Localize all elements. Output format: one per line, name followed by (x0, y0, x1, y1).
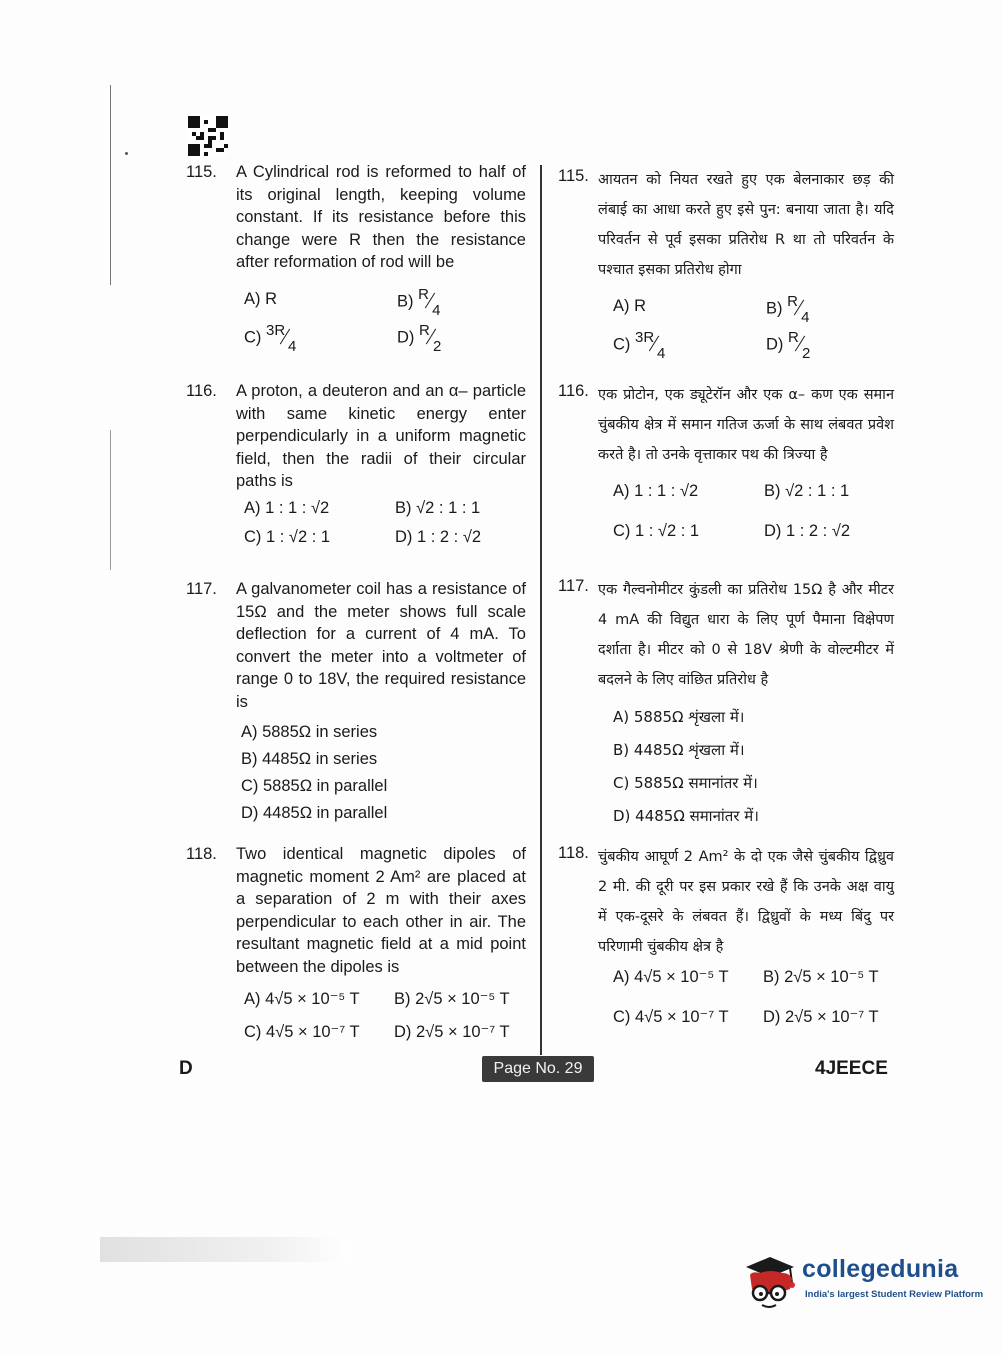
fraction (788, 329, 814, 362)
option-b (397, 285, 444, 319)
page-number: Page No. 29 (482, 1056, 594, 1082)
margin-line (110, 430, 111, 570)
mascot-icon (740, 1253, 800, 1311)
brand-tagline: India's largest Student Review Platform (805, 1289, 984, 1300)
option-c (244, 321, 302, 355)
option-label: D) (397, 327, 415, 346)
numerator: 3R (266, 321, 286, 339)
option-c: C) 5885Ω in parallel (241, 777, 388, 795)
option-c: C) 1 : √2 : 1 (613, 522, 700, 540)
scan-smudge (100, 1237, 350, 1262)
option-c (613, 329, 671, 362)
section-code: D (179, 1058, 193, 1079)
fraction (787, 293, 813, 326)
option-b: B) √2 : 1 : 1 (395, 498, 481, 517)
numerator: 3R (635, 329, 655, 346)
denominator: 2 (802, 345, 811, 362)
question-number: 117. (558, 577, 589, 595)
margin-line (110, 85, 111, 285)
question-118 (558, 842, 894, 1034)
question-number: 118. (558, 844, 589, 862)
question-text: A Cylindrical rod is reformed to half of its original length, keeping volume constant. If its resistance before this change were R then the resistance after reformation of rod will be (236, 163, 526, 271)
fraction (266, 321, 302, 355)
numerator: R (419, 321, 430, 339)
question-text: A proton, a deuteron and an α– particle with same kinetic energy enter perpendicularly in a uniform magnetic field, then the radii of their circular paths is (236, 382, 526, 490)
option-b: B) 2√5 × 10⁻⁵ T (394, 990, 510, 1008)
question-117 (558, 575, 894, 833)
option-a: A) R (613, 297, 646, 315)
collegedunia-logo[interactable] (740, 1253, 984, 1313)
question-text: आयतन को नियत रखते हुए एक बेलनाकार छड़ की लंबाई का आधा करते हुए इसे पुन: बनाया जाता है। यदि परिवर्तन से पूर्व इसका प्रतिरोध R था तो परिवर्तन के पश्चात इसका प्रतिरोध होगा (598, 172, 894, 278)
option-a: A) 1 : 1 : √2 (244, 498, 330, 517)
option-label: C) (244, 327, 262, 346)
question-number: 115. (558, 167, 589, 185)
numerator: R (787, 293, 798, 310)
options (613, 964, 894, 1034)
options (613, 291, 894, 361)
question-117 (186, 578, 526, 827)
option-label: D) (766, 335, 784, 354)
question-text: एक गैल्वनोमीटर कुंडली का प्रतिरोध 15Ω है और मीटर 4 mA की विद्युत धारा के लिए पूर्ण पैमाना विक्षेपण दर्शाता है। मीटर को 0 से 18V श्रेणी के वोल्टमीटर में बदलने के लिए वांछित प्रतिरोध है (598, 582, 894, 688)
qr-code-icon (188, 116, 228, 156)
paper-code: 4JEECE (815, 1058, 888, 1079)
brand-name: collegedunia (802, 1255, 959, 1283)
option-d: D) 1 : 2 : √2 (395, 527, 482, 546)
option-d: D) 1 : 2 : √2 (764, 522, 851, 540)
option-b: B) 4485Ω in series (241, 750, 378, 768)
question-text: Two identical magnetic dipoles of magnetic moment 2 Am² are placed at a separation of 2 m with their axes perpendicular to each other in air. The resultant magnetic field at a mid point between the dipoles is (236, 845, 526, 976)
question-number: 116. (558, 382, 589, 400)
option-d: D) 2√5 × 10⁻⁷ T (763, 1008, 879, 1026)
option-b (766, 293, 813, 326)
fraction (418, 285, 444, 319)
denominator: 2 (433, 337, 442, 355)
column-divider (540, 165, 542, 1055)
numerator: R (788, 329, 799, 346)
denominator: 4 (288, 337, 297, 355)
fraction (635, 329, 671, 362)
option-c: C) 4√5 × 10⁻⁷ T (613, 1008, 729, 1026)
option-a: A) 5885Ω in series (241, 723, 378, 741)
question-text: एक प्रोटोन, एक ड्यूटेरॉन और एक α– कण एक समान चुंबकीय क्षेत्र में समान गतिज ऊर्जा के साथ लंबवत प्रवेश करते है। तो उनके वृत्ताकार पथ की त्रिज्या है (598, 387, 894, 463)
option-b: B) 4485Ω शृंखला में। (613, 741, 745, 759)
question-number: 118. (186, 845, 217, 863)
question-number: 115. (186, 163, 217, 181)
option-label: B) (766, 299, 783, 318)
option-label: C) (613, 335, 631, 354)
option-a: A) 4√5 × 10⁻⁵ T (613, 968, 729, 986)
option-c: C) 5885Ω समानांतर में। (613, 774, 758, 792)
question-116 (186, 380, 526, 557)
denominator: 4 (657, 345, 666, 362)
option-label: B) (397, 291, 414, 310)
option-a: A) R (244, 289, 277, 308)
option-c: C) 4√5 × 10⁻⁷ T (244, 1023, 360, 1041)
question-number: 117. (186, 580, 217, 598)
option-b: B) 2√5 × 10⁻⁵ T (763, 968, 879, 986)
option-d (766, 329, 814, 362)
question-text: A galvanometer coil has a resistance of 15Ω and the meter shows full scale deflection for a current of 4 mA. To convert the meter into a voltmeter of range 0 to 18V, the required resistance is (236, 580, 526, 711)
numerator: R (418, 285, 429, 303)
options (613, 701, 894, 833)
options (244, 984, 526, 1054)
option-d: D) 4485Ω समानांतर में। (613, 807, 759, 825)
option-a: A) 5885Ω शृंखला में। (613, 708, 745, 726)
option-a: A) 1 : 1 : √2 (613, 482, 699, 500)
option-d: D) 2√5 × 10⁻⁷ T (394, 1023, 510, 1041)
options (613, 476, 894, 546)
options (244, 497, 526, 557)
question-text: चुंबकीय आघूर्ण 2 Am² के दो एक जैसे चुंबकीय द्विध्रुव 2 मी. की दूरी पर इस प्रकार रखे हैं कि उनके अक्ष वायु में एक-दूसरे के लंबवत हैं। द्विध्रुवों के मध्य बिंदु पर परिणामी चुंबकीय क्षेत्र है (598, 849, 894, 955)
option-d: D) 4485Ω in parallel (241, 804, 388, 822)
question-number: 116. (186, 382, 217, 400)
options (241, 719, 526, 827)
denominator: 4 (432, 301, 441, 319)
question-118 (186, 843, 526, 1054)
scan-dot (125, 152, 128, 155)
options (244, 284, 526, 354)
option-a: A) 4√5 × 10⁻⁵ T (244, 990, 360, 1008)
question-115 (186, 161, 526, 354)
question-115 (558, 165, 894, 361)
fraction (419, 321, 445, 355)
option-d (397, 321, 445, 355)
option-c: C) 1 : √2 : 1 (244, 527, 331, 546)
option-b: B) √2 : 1 : 1 (764, 482, 850, 500)
question-116 (558, 380, 894, 546)
denominator: 4 (801, 309, 810, 326)
